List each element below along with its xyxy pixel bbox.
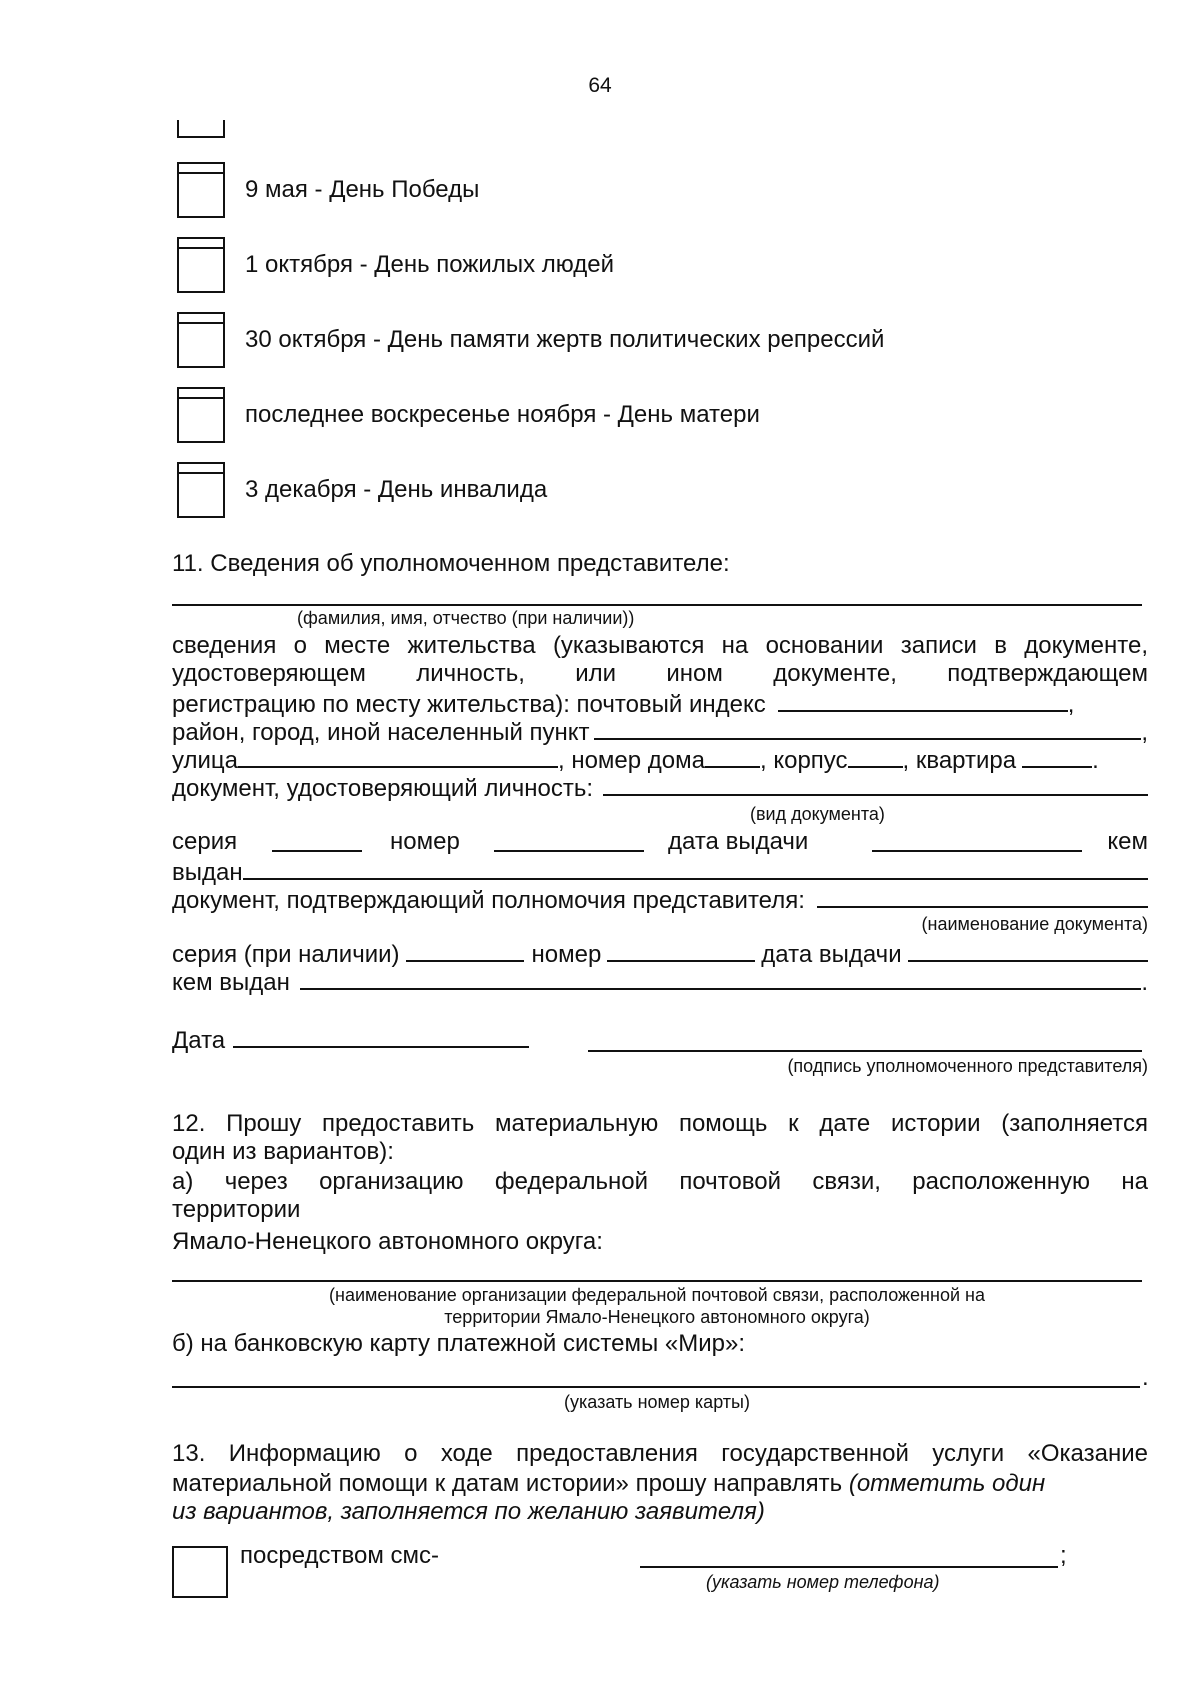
date-row (172, 1024, 529, 1055)
house-field[interactable] (705, 744, 760, 768)
card-hint: (указать номер карты) (564, 1392, 750, 1412)
by-whom-label: кем (1107, 828, 1148, 855)
signature-hint: (подпись уполномоченного представителя) (787, 1056, 1148, 1076)
sms-checkbox[interactable] (172, 1546, 228, 1598)
series-label: серия (172, 828, 238, 855)
authority-number-field[interactable] (607, 938, 755, 962)
checkbox[interactable] (177, 387, 225, 443)
id-doc-field[interactable] (603, 772, 1148, 796)
section-13-line-2 (172, 1470, 1045, 1498)
number-field[interactable] (494, 828, 644, 852)
holiday-label: 30 октября - День памяти жертв политических репрессий (245, 326, 885, 353)
series-field[interactable] (272, 828, 362, 852)
phone-hint: (указать номер телефона) (706, 1572, 940, 1592)
series-opt-label: серия (при наличии) (172, 941, 400, 968)
district-row: район, город, иной населенный пункт , (172, 716, 1148, 747)
post-office-field[interactable] (172, 1280, 1142, 1282)
authority-number-label: номер (531, 941, 602, 968)
issue-date-field[interactable] (872, 828, 1082, 852)
authority-series-row (172, 938, 1148, 969)
date-field[interactable] (233, 1024, 529, 1048)
doc-name-hint: (наименование документа) (921, 914, 1148, 934)
building-label: , корпус (759, 747, 848, 774)
section-13-line-3 (172, 1498, 765, 1526)
option-a-line-1: а) через организацию федеральной почтовой связи, расположенную на (172, 1168, 1148, 1195)
checkbox[interactable] (177, 312, 225, 368)
authority-issued-row: кем выдан . (172, 966, 1148, 997)
date-label: Дата (172, 1027, 226, 1054)
section-13-line-2-note: (отметить один (848, 1470, 1046, 1497)
checkbox[interactable] (177, 237, 225, 293)
holiday-label: последнее воскресенье ноября - День матери (245, 401, 760, 428)
authority-issued-field[interactable] (300, 966, 1141, 990)
issued-by-label: кем выдан (172, 969, 290, 996)
street-label: улица (172, 747, 238, 774)
doc-type-hint: (вид документа) (750, 804, 885, 824)
street-field[interactable] (238, 744, 558, 768)
apartment-label: , квартира (902, 747, 1017, 774)
checkbox[interactable] (177, 162, 225, 218)
residence-line-1: сведения о месте жительства (указываются на основании записи в документе, (172, 632, 1148, 659)
checkbox-cut[interactable] (177, 120, 225, 138)
fio-field[interactable] (172, 604, 1142, 606)
postal-row: регистрацию по месту жительства): почтовый индекс , (172, 688, 1148, 719)
authority-doc-field[interactable] (817, 884, 1148, 908)
authority-doc-label: документ, подтверждающий полномочия представителя: (172, 887, 805, 914)
post-hint-2: территории Ямало-Ненецкого автономного округа) (444, 1307, 870, 1327)
house-label: , номер дома (557, 747, 705, 774)
section-13-line-3-note: из вариантов, заполняется по желанию заявителя) (172, 1498, 765, 1525)
sms-label: посредством смс- (240, 1542, 439, 1569)
postal-code-field[interactable] (778, 688, 1068, 712)
authority-date-field[interactable] (908, 938, 1148, 962)
district-field[interactable] (594, 716, 1142, 740)
building-field[interactable] (848, 744, 903, 768)
section-12-title-2: один из вариантов): (172, 1138, 394, 1165)
authority-doc-row (172, 884, 1148, 915)
section-13-line-2-text: материальной помощи к датам истории» прошу направлять (172, 1470, 849, 1497)
section-11-title: 11. Сведения об уполномоченном представителе: (172, 550, 730, 577)
option-b: б) на банковскую карту платежной системы «Мир»: (172, 1330, 745, 1357)
holiday-label: 3 декабря - День инвалида (245, 476, 548, 503)
district-label: район, город, иной населенный пункт (172, 719, 590, 746)
section-13-line-1: 13. Информацию о ходе предоставления государственной услуги «Оказание (172, 1440, 1148, 1467)
number-label: номер (390, 828, 460, 855)
checkbox[interactable] (177, 462, 225, 518)
page-number: 64 (588, 74, 612, 97)
signature-field[interactable] (588, 1050, 1142, 1052)
holiday-label: 1 октября - День пожилых людей (245, 251, 614, 278)
post-hint-1: (наименование организации федеральной почтовой связи, расположенной на (329, 1285, 985, 1305)
fio-hint: (фамилия, имя, отчество (при наличии)) (297, 608, 635, 628)
card-number-field[interactable] (172, 1386, 1140, 1388)
phone-field[interactable] (640, 1566, 1058, 1568)
issued-label: выдан (172, 859, 243, 886)
apartment-field[interactable] (1022, 744, 1092, 768)
residence-line-2: удостоверяющем личность, или ином документе, подтверждающем (172, 660, 1148, 687)
issue-date-label: дата выдачи (668, 828, 809, 855)
holiday-label: 9 мая - День Победы (245, 176, 480, 203)
section-12-title-1: 12. Прошу предоставить материальную помощь к дате истории (заполняется (172, 1110, 1148, 1137)
option-a-line-2: территории (172, 1196, 301, 1223)
id-doc-label: документ, удостоверяющий личность: (172, 775, 594, 802)
postal-label: регистрацию по месту жительства): почтовый индекс (172, 691, 766, 718)
issued-row (172, 856, 1148, 887)
id-doc-row (172, 772, 1148, 803)
option-a-line-3: Ямало-Ненецкого автономного округа: (172, 1228, 603, 1255)
issued-field[interactable] (243, 856, 1148, 880)
authority-date-label: дата выдачи (761, 941, 902, 968)
authority-series-field[interactable] (406, 938, 524, 962)
address-row: улица , номер дома , корпус , квартира . (172, 744, 1148, 775)
